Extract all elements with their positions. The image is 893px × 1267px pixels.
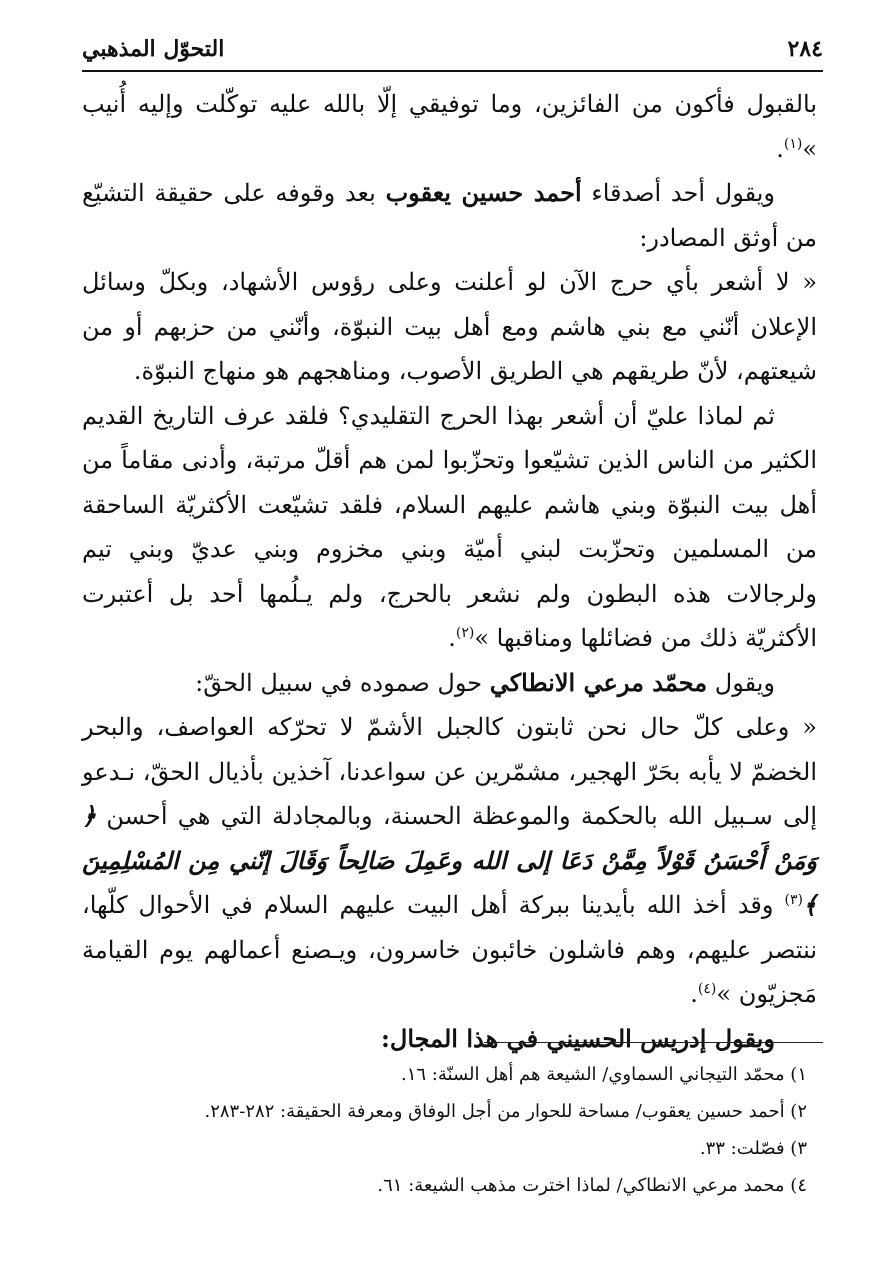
footnote-ref-2: (٢) [455, 625, 475, 641]
paragraph-7-after: في هذا المجال: [381, 1023, 547, 1053]
paragraph-4-text: ثم لماذا عليّ أن أشعر بهذا الحرج التقليدي؟ فلقد عرف التاريخ القديم الكثير من الناس الذين تشيّعوا وتحزّبوا لمن هم أقلّ مرتبة، وأدنى مقاماً من أهل بيت النبوّة وبني هاشم عليهم السلام، فلقد تشيّعت الأكثريّة الساحقة من المسلمين وتحزّبت لبني أميّة وبني مخزوم وبني عديّ وبني تيم ولرجالات هذه البطون ولم نشعر بالحرج، ولم يـلُمها أحد بل أعتبرت الأكثريّة ذلك من فضائلها ومناقبها » [82, 401, 818, 652]
paragraph-5 [82, 661, 817, 706]
footnote-4: ٤) محمد مرعي الانطاكي/ لماذا اخترت مذهب الشيعة: ٦١. [377, 1175, 807, 1196]
paragraph-4: ثم لماذا عليّ أن أشعر بهذا الحرج التقليدي؟ فلقد عرف التاريخ القديم الكثير من الناس الذين تشيّعوا وتحزّبوا لمن هم أقلّ مرتبة، وأدنى مقاماً من أهل بيت النبوّة وبني هاشم عليهم السلام، فلقد تشيّعت الأكثريّة الساحقة من المسلمين وتحزّبت لبني أميّة وبني مخزوم وبني عديّ وبني تيم ولرجالات هذه البطون ولم نشعر بالحرج، ولم يـلُمها أحد بل أعتبرت الأكثريّة ذلك من فضائلها ومناقبها »$^{(٢)}$. [82, 401, 818, 652]
paragraph-3-text: « لا أشعر بأي حرج الآن لو أعلنت وعلى رؤوس الأشهاد، وبكلّ وسائل الإعلان أنّني مع بني هاشم ومع أهل بيت النبوّة، وأنّني من حزبهم أو من شيعتهم، لأنّ طريقهم هي الطريق الأصوب، ومناهجهم هو منهاج النبوّة. [82, 268, 817, 385]
footnote-3: ٣) فصّلت: ٣٣. [699, 1138, 807, 1159]
footnote-2: ٢) أحمد حسين يعقوب/ مساحة للحوار من أجل الوفاق ومعرفة الحقيقة: ٢٨٢-٢٨٣. [204, 1101, 807, 1122]
quran-verse: ﴿ وَمَنْ أَحْسَنُ قَوْلاً مِمَّنْ دَعَا إلى الله وعَمِلَ صَالِحاً وَقَالَ إنّني مِن المُسْلِمِينَ ﴾ [82, 801, 817, 919]
paragraph-3 [82, 260, 817, 394]
page-number: ٢٨٤ [787, 36, 823, 62]
paragraph-2-after: بعد وقوفه على حقيقة التشيّع من أوثق المصادر: [82, 179, 817, 252]
page-header [82, 28, 823, 72]
footnote-ref-1: (١) [783, 135, 803, 152]
footnotes [82, 1056, 817, 1204]
paragraph-7 [82, 1017, 817, 1062]
paragraph-6-text-a: « وعلى كلّ حال نحن ثابتون كالجبل الأشمّ لا تحرّكه العواصف، والبحر الخضمّ لا يأبه بحَرّ الهجير، مشمّرين عن سواعدنا، آخذين بأذيال الحقّ، نـدعو إلى سـبيل الله بالحكمة والموعظة الحسنة، وبالمجادلة التي هي أحسن [82, 713, 817, 830]
paragraph-1: بالقبول فأكون من الفائزين، وما توفيقي إلّا بالله عليه توكّلت وإليه أُنيب »$^{(١)}$. [82, 90, 817, 163]
person-name-antaki: محمّد مرعي الانطاكي [489, 667, 708, 697]
paragraph-7-before: ويقول [706, 1023, 775, 1053]
main-text [82, 82, 817, 1061]
paragraph-1-text: بالقبول فأكون من الفائزين، وما توفيقي إلّا بالله عليه توكّلت وإليه أُنيب » [82, 90, 817, 163]
person-name-ahmad-hussein-yaqub: أحمد حسين يعقوب [385, 178, 582, 207]
person-name-idris-husseini: إدريس الحسيني [546, 1023, 707, 1053]
paragraph-2 [82, 171, 817, 260]
paragraph-5-before: ويقول [707, 668, 775, 697]
running-title: التحوّل المذهبي [82, 36, 225, 62]
footnote-1: ١) محمّد التيجاني السماوي/ الشيعة هم أهل السنّة: ١٦. [401, 1064, 807, 1085]
footnote-ref-4: (٤) [697, 981, 717, 997]
paragraph-6-text-b: وقد أخذ الله بأيدينا ببركة أهل البيت عليهم السلام في الأحوال كلّها، ننتصر عليهم، وهم فاشلون خائبون خاسرون، ويـصنع أعمالهم يوم القيامة مَجزيّون » [82, 891, 817, 1008]
footnote-ref-3: (٣) [784, 892, 803, 908]
paragraph-6: « وعلى كلّ حال نحن ثابتون كالجبل الأشمّ لا تحرّكه العواصف، والبحر الخضمّ لا يأبه بحَرّ الهجير، مشمّرين عن سواعدنا، آخذين بأذيال الحقّ، نـدعو إلى سـبيل الله بالحكمة والموعظة الحسنة، وبالمجادلة التي هي أحسن ﴿ وَمَنْ أَحْسَنُ قَوْلاً مِمَّنْ دَعَا إلى الله وعَمِلَ صَالِحاً وَقَالَ إنّني مِن المُسْلِمِينَ ﴾$^{(٣)}$ وقد أخذ الله بأيدينا ببركة أهل البيت عليهم السلام في الأحوال كلّها، ننتصر عليهم، وهم فاشلون خائبون خاسرون، ويـصنع أعمالهم يوم القيامة مَجزيّون »$^{(٤)}$. [82, 713, 817, 1008]
footnote-divider [484, 1042, 823, 1043]
paragraph-2-before: ويقول أحد أصدقاء [581, 179, 775, 207]
paragraph-5-after: حول صموده في سبيل الحقّ: [195, 668, 490, 697]
